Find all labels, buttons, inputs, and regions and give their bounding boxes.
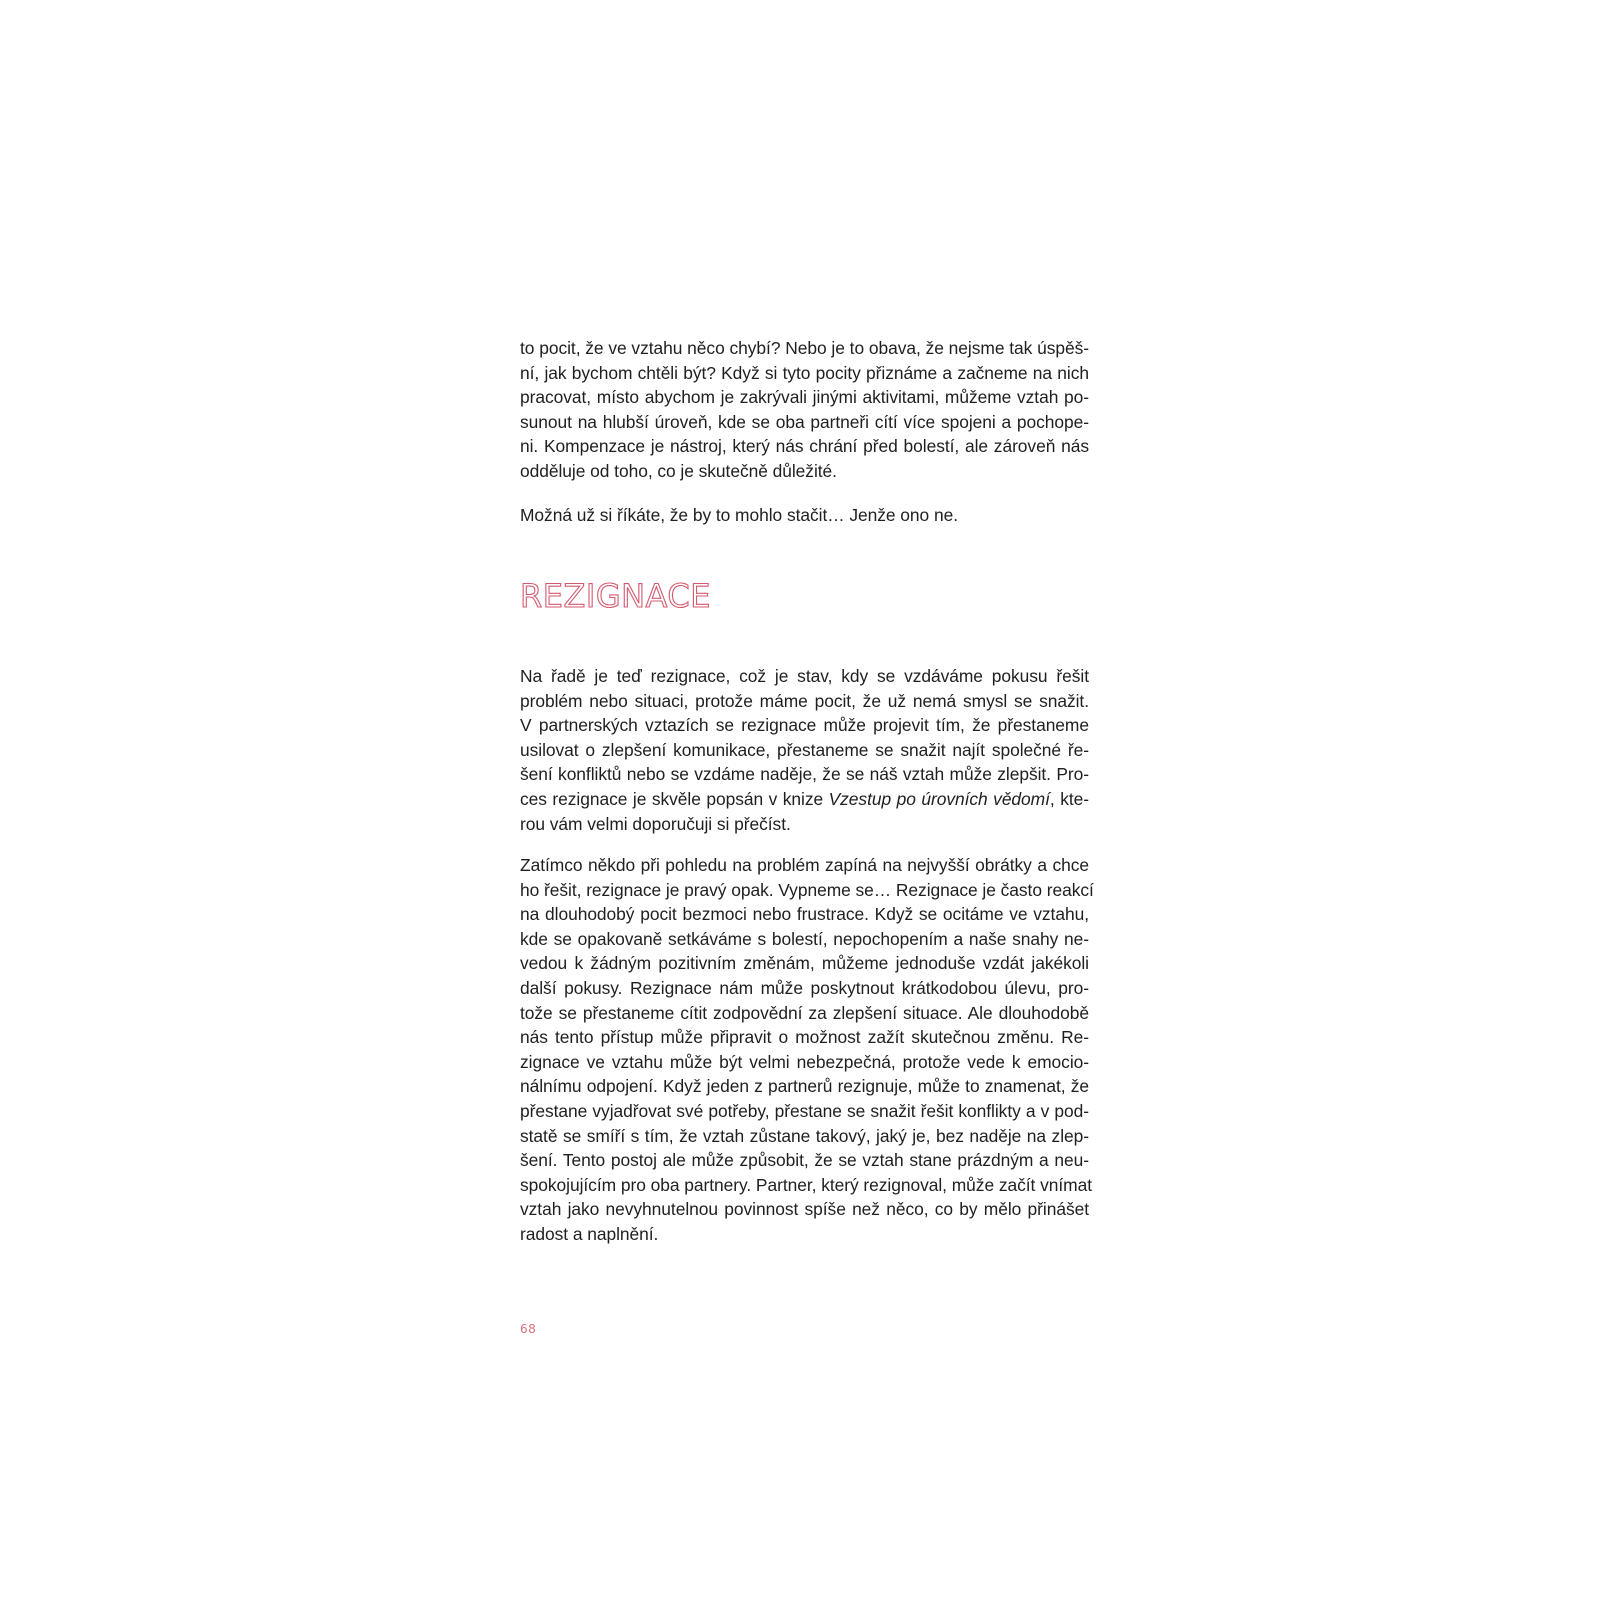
text-line: další pokusy. Rezignace nám může poskytnout krátkodobou úlevu, pro- — [520, 977, 1089, 998]
page-number: 68 — [520, 1322, 537, 1336]
text-line: pracovat, místo abychom je zakrývali jinými aktivitami, můžeme vztah po- — [520, 387, 1089, 408]
text-line: šení. Tento postoj ale může způsobit, že se vztah stane prázdným a neu- — [520, 1150, 1089, 1171]
text-line: V partnerských vztazích se rezignace může projevit tím, že přestaneme — [520, 715, 1089, 736]
text-line: vztah jako nevyhnutelnou povinnost spíše než něco, co by mělo přinášet — [520, 1199, 1089, 1220]
text-line: šení konfliktů nebo se vzdáme naděje, že se náš vztah může zlepšit. Pro- — [520, 764, 1089, 785]
text-line: ho řešit, rezignace je pravý opak. Vypneme se… Rezignace je často reakcí — [520, 879, 1094, 900]
text-line: odděluje od toho, co je skutečně důležité. — [520, 460, 837, 481]
text-line: Možná už si říkáte, že by to mohlo stačit… Jenže ono ne. — [520, 505, 958, 525]
section-heading: REZIGNACE — [520, 577, 711, 615]
text-line: vedou k žádným pozitivním změnám, můžeme jednoduše vzdát jakékoli — [520, 953, 1089, 974]
text-fragment: ces rezignace je skvěle popsán v knize — [520, 788, 829, 809]
text-fragment: , kte- — [1049, 788, 1089, 809]
paragraph-transition — [520, 503, 1089, 528]
text-line: zignace ve vztahu může být velmi nebezpečná, protože vede k emocio- — [520, 1051, 1089, 1072]
text-line: to pocit, že ve vztahu něco chybí? Nebo je to obava, že nejsme tak úspěš- — [520, 338, 1089, 358]
text-line: Na řadě je teď rezignace, což je stav, kdy se vzdáváme pokusu řešit — [520, 666, 1089, 686]
text-line: nálnímu odpojení. Když jeden z partnerů rezignuje, může to znamenat, že — [520, 1076, 1089, 1097]
text-line: ní, jak bychom chtěli být? Když si tyto pocity přiznáme a začneme na nich — [520, 362, 1089, 383]
text-line: statě se smíří s tím, že vztah zůstane takový, jaký je, bez naděje na zlep- — [520, 1125, 1089, 1146]
paragraph-resignation-intro — [520, 664, 1089, 836]
text-line: usilovat o zlepšení komunikace, přestaneme se snažit najít společné ře- — [520, 739, 1089, 760]
text-line: kde se opakovaně setkáváme s bolestí, nepochopením a naše snahy ne- — [520, 928, 1089, 949]
text-line: spokojujícím pro oba partnery. Partner, který rezignoval, může začít vnímat — [520, 1174, 1093, 1195]
text-line: ni. Kompenzace je nástroj, který nás chrání před bolestí, ale zároveň nás — [520, 436, 1089, 457]
text-line: sunout na hlubší úroveň, kde se oba partneři cítí více spojeni a pochope- — [520, 411, 1089, 432]
text-line: radost a naplnění. — [520, 1223, 659, 1244]
text-line: rou vám velmi doporučuji si přečíst. — [520, 813, 791, 834]
text-line: Zatímco někdo při pohledu na problém zapíná na nejvyšší obrátky a chce — [520, 855, 1089, 875]
text-line: nás tento přístup může připravit o možnost zažít skutečnou změnu. Re- — [520, 1027, 1089, 1048]
book-title: Vzestup po úrovních vědomí — [828, 788, 1050, 809]
text-line: na dlouhodobý pocit bezmoci nebo frustrace. Když se ocitáme ve vztahu, — [520, 904, 1089, 925]
paragraph-compensation-end — [520, 336, 1089, 484]
text-line: přestane vyjadřovat své potřeby, přestane se snažit řešit konflikty a v pod- — [520, 1100, 1089, 1121]
text-line: problém nebo situaci, protože máme pocit, že už nemá smysl se snažit. — [520, 690, 1089, 711]
paragraph-resignation-details — [520, 853, 1094, 1247]
text-line-with-book-title — [520, 787, 1089, 812]
text-line: tože se přestaneme cítit zodpovědní za zlepšení situace. Ale dlouhodobě — [520, 1002, 1089, 1023]
